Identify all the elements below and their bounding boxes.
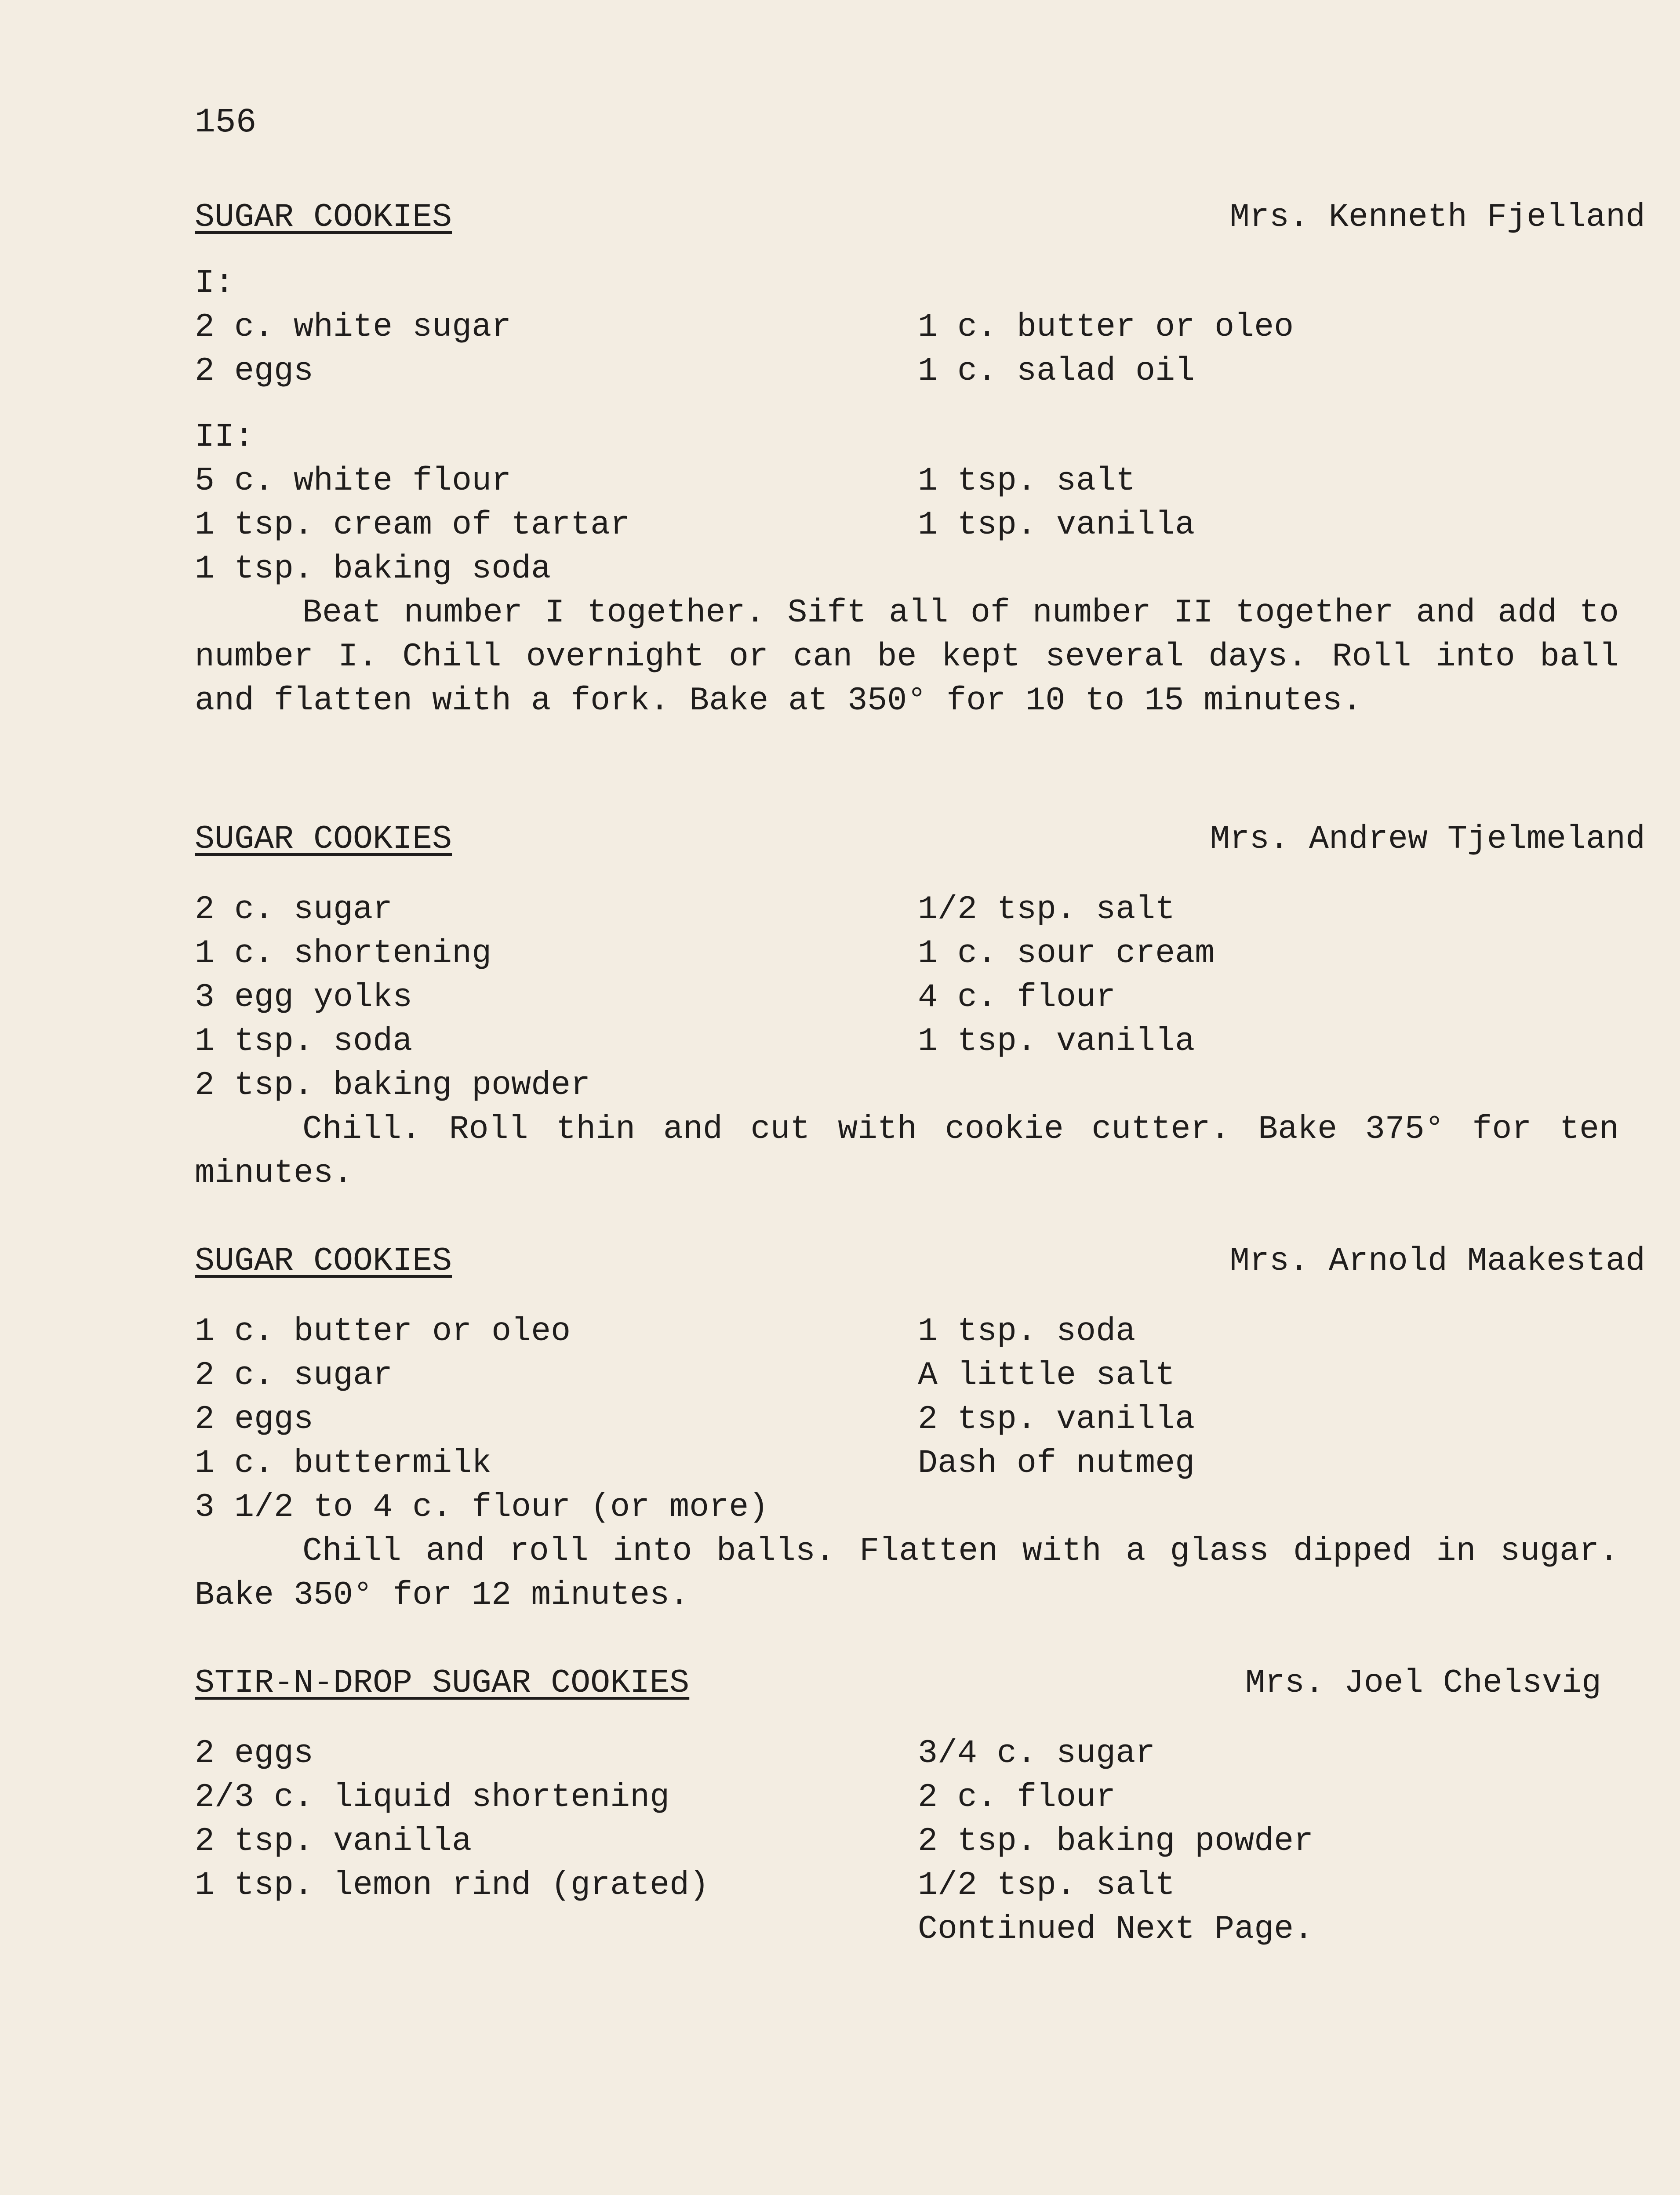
ingredient-row	[195, 547, 1645, 591]
ingredient-right: 1 tsp. vanilla	[918, 506, 1195, 544]
continued-note	[195, 1908, 1645, 1952]
ingredient-left: 2 tsp. vanilla	[195, 1823, 472, 1860]
ingredient-right: 3/4 c. sugar	[918, 1735, 1156, 1772]
ingredient-row	[195, 459, 1645, 503]
recipe-header	[195, 196, 1645, 240]
recipe-title: SUGAR COOKIES	[195, 821, 452, 858]
ingredient-left: 3 egg yolks	[195, 979, 413, 1016]
ingredient-row	[195, 1864, 1645, 1908]
ingredient-left: 5 c. white flour	[195, 462, 512, 500]
ingredient-right: Dash of nutmeg	[918, 1445, 1195, 1482]
ingredient-right: 1 tsp. soda	[918, 1313, 1136, 1350]
recipe-sugar-cookies-maakestad	[195, 1239, 1645, 1617]
ingredient-row	[195, 1442, 1645, 1486]
recipe-title: SUGAR COOKIES	[195, 199, 452, 236]
ingredient-left: 1 c. buttermilk	[195, 1445, 492, 1482]
continued-text: Continued Next Page.	[918, 1911, 1314, 1948]
ingredient-right: 1/2 tsp. salt	[918, 891, 1175, 928]
recipe-instructions: Beat number I together. Sift all of number II together and add to number I. Chill overnight or can be kept several days. Roll into ball and flatten with a fork. Bake at 350° for 10 to 15 minutes.	[195, 594, 1619, 720]
ingredient-row	[195, 1398, 1645, 1442]
ingredient-right: 1/2 tsp. salt	[918, 1867, 1175, 1904]
ingredient-left: 1 tsp. soda	[195, 1023, 413, 1060]
ingredient-row	[195, 1732, 1645, 1776]
ingredient-left: 1 tsp. baking soda	[195, 550, 551, 588]
ingredient-left: 2 eggs	[195, 353, 314, 390]
ingredient-right: 1 c. sour cream	[918, 935, 1215, 972]
ingredient-row	[195, 503, 1645, 547]
recipe-stir-n-drop-sugar-cookies	[195, 1661, 1645, 1952]
ingredient-row	[195, 1310, 1645, 1354]
ingredient-left: 1 c. shortening	[195, 935, 492, 972]
ingredient-left: 2 eggs	[195, 1401, 314, 1438]
ingredient-right: 2 tsp. baking powder	[918, 1823, 1314, 1860]
ingredient-row	[195, 1776, 1645, 1820]
ingredient-right: 1 tsp. vanilla	[918, 1023, 1195, 1060]
ingredient-left: 1 tsp. lemon rind (grated)	[195, 1867, 709, 1904]
ingredient-left: 1 c. butter or oleo	[195, 1313, 571, 1350]
ingredient-row	[195, 1354, 1645, 1398]
recipe-author: Mrs. Andrew Tjelmeland	[1210, 821, 1645, 858]
recipe-title: SUGAR COOKIES	[195, 1243, 452, 1280]
recipe-instructions: Chill. Roll thin and cut with cookie cutter. Bake 375° for ten minutes.	[195, 1111, 1619, 1192]
recipe-title: STIR-N-DROP SUGAR COOKIES	[195, 1664, 690, 1702]
ingredient-left: 2 eggs	[195, 1735, 314, 1772]
ingredient-row	[195, 1020, 1645, 1064]
ingredient-left: 1 tsp. cream of tartar	[195, 506, 630, 544]
ingredient-left: 2 c. sugar	[195, 891, 393, 928]
recipe-author: Mrs. Joel Chelsvig	[1245, 1664, 1601, 1702]
recipe-header	[195, 818, 1645, 861]
ingredient-left: 2 tsp. baking powder	[195, 1067, 591, 1104]
ingredient-row	[195, 932, 1645, 976]
recipe-header	[195, 1661, 1645, 1705]
ingredient-row	[195, 888, 1645, 932]
ingredient-left: 2/3 c. liquid shortening	[195, 1779, 670, 1816]
ingredient-right: 1 tsp. salt	[918, 462, 1136, 500]
page-number: 156	[195, 103, 257, 142]
ingredient-right: 4 c. flour	[918, 979, 1116, 1016]
ingredient-row	[195, 1486, 1645, 1530]
section-label: I:	[195, 265, 235, 302]
recipe-author: Mrs. Arnold Maakestad	[1229, 1243, 1645, 1280]
ingredient-left: 2 c. white sugar	[195, 309, 512, 346]
section-label: II:	[195, 418, 255, 456]
ingredient-right: 2 c. flour	[918, 1779, 1116, 1816]
ingredient-left: 3 1/2 to 4 c. flour (or more)	[195, 1489, 769, 1526]
ingredient-right: A little salt	[918, 1357, 1175, 1394]
recipe-author: Mrs. Kenneth Fjelland	[1229, 199, 1645, 236]
ingredient-row	[195, 349, 1645, 393]
ingredient-right: 1 c. salad oil	[918, 353, 1195, 390]
recipe-sugar-cookies-tjelmeland	[195, 818, 1645, 1196]
ingredient-row	[195, 976, 1645, 1020]
ingredient-right: 2 tsp. vanilla	[918, 1401, 1195, 1438]
recipe-sugar-cookies-fjelland	[195, 196, 1645, 723]
ingredient-right: 1 c. butter or oleo	[918, 309, 1294, 346]
ingredient-row	[195, 1064, 1645, 1108]
ingredient-left: 2 c. sugar	[195, 1357, 393, 1394]
ingredient-row	[195, 305, 1645, 349]
ingredient-row	[195, 1820, 1645, 1864]
recipe-instructions: Chill and roll into balls. Flatten with a glass dipped in sugar. Bake 350° for 12 minutes.	[195, 1533, 1619, 1614]
recipe-header	[195, 1239, 1645, 1283]
